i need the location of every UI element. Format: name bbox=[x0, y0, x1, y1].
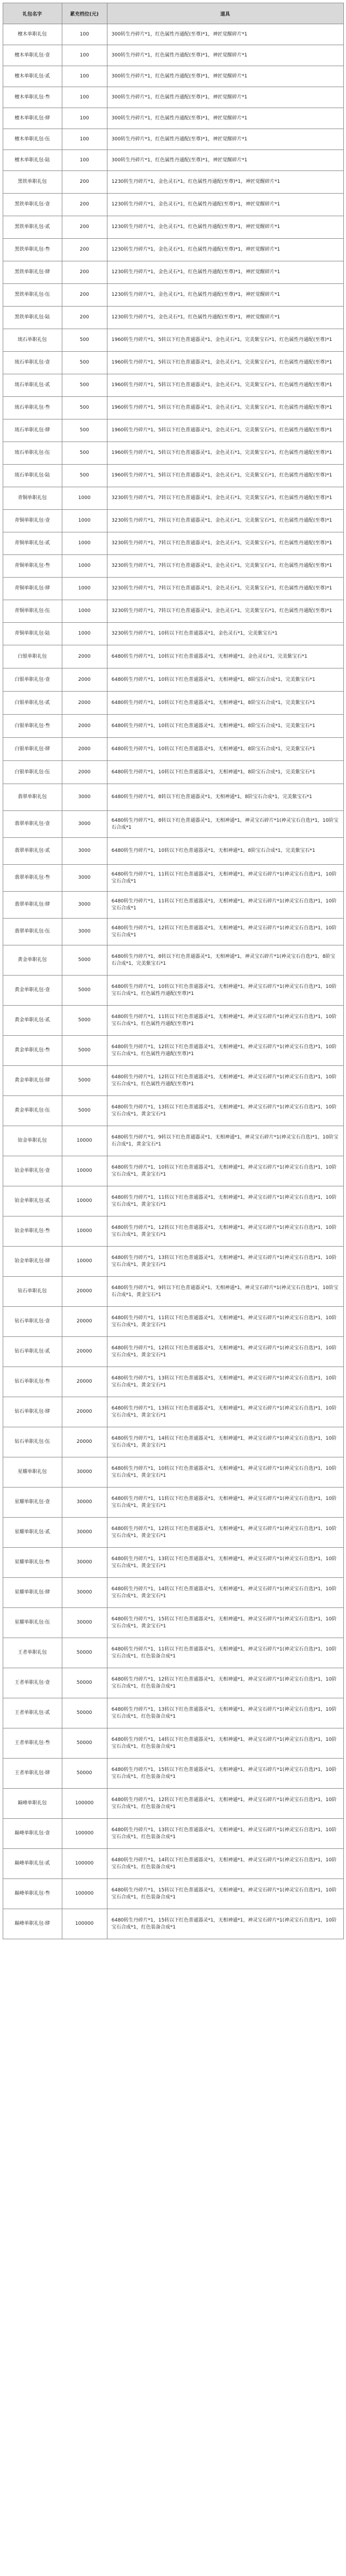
pack-name-cell: 王者单职礼包·贰 bbox=[3, 1698, 62, 1728]
items-cell: 1230转生丹碎片*1，金色灵石*1，红色属性丹通配(至尊)*1，神匠觉醒碎片*1 bbox=[107, 284, 343, 307]
recharge-amount-cell: 100 bbox=[62, 66, 107, 87]
pack-name-cell: 黑铁单职礼包·贰 bbox=[3, 216, 62, 239]
items-cell: 6480转生丹碎片*1，8转以下红色普通器灵*1，无相神通*1，神灵宝石碎片*1(神灵宝石自选)*1，8阶宝石合成*1，完美紫宝石*1 bbox=[107, 945, 343, 976]
items-cell: 6480转生丹碎片*1，13转以下红色普通器灵*1，无相神通*1，神灵宝石碎片*1(神灵宝石自选)*1，10阶宝石合成*1，黄金宝石*1 bbox=[107, 1397, 343, 1427]
table-row bbox=[3, 307, 343, 329]
items-cell: 6480转生丹碎片*1，13转以下红色普通器灵*1，无相神通*1，神灵宝石碎片*1(神灵宝石自选)*1，10阶宝石合成*1，黄金宝石*1 bbox=[107, 1096, 343, 1126]
items-cell: 300转生丹碎片*1，红色属性丹通配(至尊)*1，神匠觉醒碎片*1 bbox=[107, 66, 343, 87]
table-row bbox=[3, 1488, 343, 1518]
pack-name-cell: 铂金单职礼包·肆 bbox=[3, 1247, 62, 1277]
pack-name-cell: 巅峰单职礼包·叁 bbox=[3, 1879, 62, 1909]
table-row bbox=[3, 715, 343, 738]
items-cell: 6480转生丹碎片*1，10转以下红色普通器灵*1，无相神通*1，8阶宝石合成*1，完美紫宝石*1 bbox=[107, 838, 343, 865]
recharge-amount-cell: 500 bbox=[62, 374, 107, 397]
table-row bbox=[3, 261, 343, 284]
table-row bbox=[3, 510, 343, 532]
items-cell: 1960转生丹碎片*1，5转以下红色普通器灵*1，金色灵石*1，完美紫宝石*1，红色属性丹通配(至尊)*1 bbox=[107, 352, 343, 374]
recharge-amount-cell: 10000 bbox=[62, 1126, 107, 1156]
pack-name-cell: 檀木单职礼包 bbox=[3, 24, 62, 45]
recharge-amount-cell: 2000 bbox=[62, 692, 107, 715]
table-row bbox=[3, 129, 343, 150]
recharge-amount-cell: 2000 bbox=[62, 645, 107, 668]
pack-name-cell: 青铜单职礼包·壹 bbox=[3, 510, 62, 532]
recharge-amount-cell: 5000 bbox=[62, 1096, 107, 1126]
pack-name-cell: 青铜单职礼包·肆 bbox=[3, 578, 62, 600]
table-row bbox=[3, 645, 343, 668]
table-row bbox=[3, 1849, 343, 1879]
items-cell: 6480转生丹碎片*1，13转以下红色普通器灵*1，无相神通*1，神灵宝石碎片*1(神灵宝石自选)*1，10阶宝石合成*1，黄金宝石*1 bbox=[107, 1247, 343, 1277]
recharge-amount-cell: 30000 bbox=[62, 1457, 107, 1488]
pack-name-cell: 黑铁单职礼包·叁 bbox=[3, 239, 62, 261]
table-row bbox=[3, 1156, 343, 1186]
recharge-amount-cell: 2000 bbox=[62, 761, 107, 784]
pack-name-cell: 翡翠单职礼包·贰 bbox=[3, 838, 62, 865]
items-cell: 300转生丹碎片*1，红色属性丹通配(至尊)*1，神匠觉醒碎片*1 bbox=[107, 24, 343, 45]
items-cell: 6480转生丹碎片*1，11转以下红色普通器灵*1，无相神通*1，神灵宝石碎片*1(神灵宝石自选)*1，10阶宝石合成*1 bbox=[107, 892, 343, 919]
table-body bbox=[3, 24, 343, 1939]
header-pack-name: 礼包名字 bbox=[3, 3, 62, 24]
recharge-amount-cell: 3000 bbox=[62, 919, 107, 945]
recharge-amount-cell: 5000 bbox=[62, 1066, 107, 1096]
items-cell: 6480转生丹碎片*1，9转以下红色普通器灵*1，无相神通*1，神灵宝石碎片*1(神灵宝石自选)*1，10阶宝石合成*1，黄金宝石*1 bbox=[107, 1126, 343, 1156]
recharge-amount-cell: 5000 bbox=[62, 945, 107, 976]
pack-name-cell: 翡翠单职礼包·肆 bbox=[3, 892, 62, 919]
items-cell: 6480转生丹碎片*1，12转以下红色普通器灵*1，无相神通*1，神灵宝石碎片*1(神灵宝石自选)*1，10阶宝石合成*1，黄金宝石*1 bbox=[107, 1216, 343, 1247]
items-cell: 6480转生丹碎片*1，13转以下红色普通器灵*1，无相神通*1，神灵宝石碎片*1(神灵宝石自选)*1，10阶宝石合成*1，黄金宝石*1 bbox=[107, 1367, 343, 1397]
table-row bbox=[3, 1307, 343, 1337]
table-row bbox=[3, 623, 343, 645]
recharge-amount-cell: 200 bbox=[62, 261, 107, 284]
pack-name-cell: 白银单职礼包·壹 bbox=[3, 668, 62, 692]
recharge-amount-cell: 100 bbox=[62, 129, 107, 150]
table-row bbox=[3, 838, 343, 865]
pack-name-cell: 星耀单职礼包·壹 bbox=[3, 1488, 62, 1518]
items-cell: 6480转生丹碎片*1，10转以下红色普通器灵*1，无相神通*1，8阶宝石合成*1，完美紫宝石*1 bbox=[107, 738, 343, 761]
recharge-amount-cell: 500 bbox=[62, 397, 107, 419]
items-cell: 6480转生丹碎片*1，15转以下红色普通器灵*1，无相神通*1，神灵宝石碎片*1(神灵宝石自选)*1，10阶宝石合成*1，红色装备合成*1 bbox=[107, 1909, 343, 1939]
items-cell: 6480转生丹碎片*1，11转以下红色普通器灵*1，无相神通*1，神灵宝石碎片*1(神灵宝石自选)*1，10阶宝石合成*1，红色装备合成*1 bbox=[107, 1638, 343, 1668]
pack-name-cell: 王者单职礼包·肆 bbox=[3, 1759, 62, 1789]
recharge-amount-cell: 200 bbox=[62, 307, 107, 329]
table-row bbox=[3, 442, 343, 465]
table-row bbox=[3, 1548, 343, 1578]
items-cell: 6480转生丹碎片*1，11转以下红色普通器灵*1，无相神通*1，神灵宝石碎片*1(神灵宝石自选)*1，10阶宝石合成*1，红色属性丹通配(至尊)*1 bbox=[107, 1006, 343, 1036]
table-row bbox=[3, 1518, 343, 1548]
items-cell: 6480转生丹碎片*1，10转以下红色普通器灵*1，无相神通*1，8阶宝石合成*1，完美紫宝石*1 bbox=[107, 668, 343, 692]
recharge-amount-cell: 5000 bbox=[62, 1036, 107, 1066]
items-cell: 3230转生丹碎片*1，10转以下红色普通器灵*1，金色灵石*1，完美紫宝石*1 bbox=[107, 623, 343, 645]
items-cell: 1230转生丹碎片*1，金色灵石*1，红色属性丹通配(至尊)*1，神匠觉醒碎片*1 bbox=[107, 216, 343, 239]
pack-name-cell: 青铜单职礼包·伍 bbox=[3, 600, 62, 623]
items-cell: 6480转生丹碎片*1，15转以下红色普通器灵*1，无相神通*1，神灵宝石碎片*1(神灵宝石自选)*1，10阶宝石合成*1，红色装备合成*1 bbox=[107, 1879, 343, 1909]
table-row bbox=[3, 1879, 343, 1909]
items-cell: 6480转生丹碎片*1，14转以下红色普通器灵*1，无相神通*1，神灵宝石碎片*1(神灵宝石自选)*1，10阶宝石合成*1，红色装备合成*1 bbox=[107, 1728, 343, 1759]
items-cell: 6480转生丹碎片*1，9转以下红色普通器灵*1，无相神通*1，神灵宝石碎片*1(神灵宝石自选)*1，10阶宝石合成*1，黄金宝石*1 bbox=[107, 1277, 343, 1307]
items-cell: 6480转生丹碎片*1，15转以下红色普通器灵*1，无相神通*1，神灵宝石碎片*1(神灵宝石自选)*1，10阶宝石合成*1，黄金宝石*1 bbox=[107, 1608, 343, 1638]
recharge-amount-cell: 200 bbox=[62, 194, 107, 216]
table-row bbox=[3, 1728, 343, 1759]
pack-name-cell: 青铜单职礼包 bbox=[3, 487, 62, 510]
table-row bbox=[3, 397, 343, 419]
recharge-amount-cell: 100 bbox=[62, 150, 107, 171]
table-row bbox=[3, 1066, 343, 1096]
recharge-amount-cell: 2000 bbox=[62, 738, 107, 761]
pack-name-cell: 黑铁单职礼包·壹 bbox=[3, 194, 62, 216]
table-row bbox=[3, 1819, 343, 1849]
pack-name-cell: 檀木单职礼包·陆 bbox=[3, 150, 62, 171]
recharge-amount-cell: 5000 bbox=[62, 1006, 107, 1036]
pack-name-cell: 巅峰单职礼包·壹 bbox=[3, 1819, 62, 1849]
recharge-amount-cell: 500 bbox=[62, 465, 107, 487]
items-cell: 6480转生丹碎片*1，12转以下红色普通器灵*1，无相神通*1，神灵宝石碎片*1(神灵宝石自选)*1，10阶宝石合成*1 bbox=[107, 919, 343, 945]
recharge-amount-cell: 20000 bbox=[62, 1277, 107, 1307]
pack-name-cell: 白银单职礼包·贰 bbox=[3, 692, 62, 715]
recharge-amount-cell: 1000 bbox=[62, 578, 107, 600]
recharge-amount-cell: 1000 bbox=[62, 487, 107, 510]
table-row bbox=[3, 1247, 343, 1277]
recharge-amount-cell: 500 bbox=[62, 352, 107, 374]
recharge-amount-cell: 1000 bbox=[62, 623, 107, 645]
recharge-amount-cell: 100 bbox=[62, 45, 107, 66]
pack-name-cell: 铂金单职礼包·叁 bbox=[3, 1216, 62, 1247]
recharge-amount-cell: 200 bbox=[62, 284, 107, 307]
table-row bbox=[3, 945, 343, 976]
pack-name-cell: 琉石单职礼包·肆 bbox=[3, 419, 62, 442]
recharge-amount-cell: 50000 bbox=[62, 1638, 107, 1668]
pack-name-cell: 翡翠单职礼包·叁 bbox=[3, 865, 62, 892]
recharge-amount-cell: 20000 bbox=[62, 1397, 107, 1427]
items-cell: 1230转生丹碎片*1，金色灵石*1，红色属性丹通配(至尊)*1，神匠觉醒碎片*1 bbox=[107, 239, 343, 261]
table-row bbox=[3, 532, 343, 555]
table-row bbox=[3, 1789, 343, 1819]
pack-name-cell: 檀木单职礼包·贰 bbox=[3, 66, 62, 87]
items-cell: 6480转生丹碎片*1，11转以下红色普通器灵*1，无相神通*1，神灵宝石碎片*1(神灵宝石自选)*1，10阶宝石合成*1 bbox=[107, 865, 343, 892]
pack-name-cell: 钻石单职礼包·伍 bbox=[3, 1427, 62, 1457]
recharge-amount-cell: 1000 bbox=[62, 532, 107, 555]
table-row bbox=[3, 1126, 343, 1156]
table-row bbox=[3, 150, 343, 171]
table-row bbox=[3, 1578, 343, 1608]
recharge-amount-cell: 50000 bbox=[62, 1759, 107, 1789]
items-cell: 1960转生丹碎片*1，5转以下红色普通器灵*1，金色灵石*1，完美紫宝石*1，红色属性丹通配(至尊)*1 bbox=[107, 442, 343, 465]
items-cell: 6480转生丹碎片*1，11转以下红色普通器灵*1，无相神通*1，神灵宝石碎片*1(神灵宝石自选)*1，10阶宝石合成*1，黄金宝石*1 bbox=[107, 1307, 343, 1337]
recharge-amount-cell: 1000 bbox=[62, 555, 107, 578]
table-row bbox=[3, 1096, 343, 1126]
recharge-amount-cell: 200 bbox=[62, 216, 107, 239]
pack-name-cell: 巅峰单职礼包·贰 bbox=[3, 1849, 62, 1879]
pack-name-cell: 黄金单职礼包·肆 bbox=[3, 1066, 62, 1096]
recharge-amount-cell: 10000 bbox=[62, 1186, 107, 1216]
pack-name-cell: 星耀单职礼包·肆 bbox=[3, 1578, 62, 1608]
recharge-amount-cell: 30000 bbox=[62, 1608, 107, 1638]
recharge-amount-cell: 50000 bbox=[62, 1668, 107, 1698]
pack-name-cell: 星耀单职礼包·伍 bbox=[3, 1608, 62, 1638]
pack-name-cell: 王者单职礼包·叁 bbox=[3, 1728, 62, 1759]
items-cell: 3230转生丹碎片*1，7转以下红色普通器灵*1，金色灵石*1，完美紫宝石*1，红色属性丹通配(至尊)*1 bbox=[107, 578, 343, 600]
recharge-amount-cell: 100000 bbox=[62, 1789, 107, 1819]
items-cell: 1230转生丹碎片*1，金色灵石*1，红色属性丹通配(至尊)*1，神匠觉醒碎片*1 bbox=[107, 194, 343, 216]
gift-pack-table bbox=[3, 3, 344, 1939]
recharge-amount-cell: 10000 bbox=[62, 1247, 107, 1277]
recharge-amount-cell: 20000 bbox=[62, 1337, 107, 1367]
pack-name-cell: 白银单职礼包·伍 bbox=[3, 761, 62, 784]
items-cell: 6480转生丹碎片*1，10转以下红色普通器灵*1，无相神通*1，金色灵石*1，完美紫宝石*1 bbox=[107, 645, 343, 668]
pack-name-cell: 青铜单职礼包·叁 bbox=[3, 555, 62, 578]
recharge-amount-cell: 30000 bbox=[62, 1518, 107, 1548]
pack-name-cell: 琉石单职礼包·叁 bbox=[3, 397, 62, 419]
items-cell: 6480转生丹碎片*1，13转以下红色普通器灵*1，无相神通*1，神灵宝石碎片*1(神灵宝石自选)*1，10阶宝石合成*1，黄金宝石*1 bbox=[107, 1548, 343, 1578]
table-row bbox=[3, 87, 343, 108]
pack-name-cell: 铂金单职礼包·贰 bbox=[3, 1186, 62, 1216]
pack-name-cell: 王者单职礼包·壹 bbox=[3, 1668, 62, 1698]
table-row bbox=[3, 194, 343, 216]
pack-name-cell: 檀木单职礼包·叁 bbox=[3, 87, 62, 108]
table-row bbox=[3, 45, 343, 66]
pack-name-cell: 钻石单职礼包·贰 bbox=[3, 1337, 62, 1367]
recharge-amount-cell: 3000 bbox=[62, 784, 107, 811]
pack-name-cell: 琉石单职礼包 bbox=[3, 329, 62, 352]
recharge-amount-cell: 500 bbox=[62, 329, 107, 352]
pack-name-cell: 黄金单职礼包·贰 bbox=[3, 1006, 62, 1036]
table-row bbox=[3, 692, 343, 715]
pack-name-cell: 白银单职礼包·肆 bbox=[3, 738, 62, 761]
recharge-amount-cell: 100000 bbox=[62, 1819, 107, 1849]
table-row bbox=[3, 976, 343, 1006]
recharge-amount-cell: 50000 bbox=[62, 1698, 107, 1728]
recharge-amount-cell: 3000 bbox=[62, 811, 107, 838]
pack-name-cell: 青铜单职礼包·陆 bbox=[3, 623, 62, 645]
table-row bbox=[3, 919, 343, 945]
items-cell: 1960转生丹碎片*1，5转以下红色普通器灵*1，金色灵石*1，完美紫宝石*1，红色属性丹通配(至尊)*1 bbox=[107, 374, 343, 397]
items-cell: 6480转生丹碎片*1，10转以下红色普通器灵*1，无相神通*1，8阶宝石合成*1，完美紫宝石*1 bbox=[107, 692, 343, 715]
table-row bbox=[3, 239, 343, 261]
pack-name-cell: 钻石单职礼包·肆 bbox=[3, 1397, 62, 1427]
pack-name-cell: 巅峰单职礼包·肆 bbox=[3, 1909, 62, 1939]
items-cell: 6480转生丹碎片*1，10转以下红色普通器灵*1，无相神通*1，8阶宝石合成*1，完美紫宝石*1 bbox=[107, 715, 343, 738]
items-cell: 6480转生丹碎片*1，10转以下红色普通器灵*1，无相神通*1，神灵宝石碎片*1(神灵宝石自选)*1，10阶宝石合成*1，黄金宝石*1 bbox=[107, 1156, 343, 1186]
pack-name-cell: 巅峰单职礼包 bbox=[3, 1789, 62, 1819]
items-cell: 1960转生丹碎片*1，5转以下红色普通器灵*1，金色灵石*1，完美紫宝石*1，红色属性丹通配(至尊)*1 bbox=[107, 465, 343, 487]
recharge-amount-cell: 20000 bbox=[62, 1307, 107, 1337]
items-cell: 6480转生丹碎片*1，14转以下红色普通器灵*1，无相神通*1，神灵宝石碎片*1(神灵宝石自选)*1，10阶宝石合成*1，黄金宝石*1 bbox=[107, 1578, 343, 1608]
pack-name-cell: 檀木单职礼包·壹 bbox=[3, 45, 62, 66]
items-cell: 6480转生丹碎片*1，12转以下红色普通器灵*1，无相神通*1，神灵宝石碎片*1(神灵宝石自选)*1，10阶宝石合成*1，黄金宝石*1 bbox=[107, 1337, 343, 1367]
items-cell: 300转生丹碎片*1，红色属性丹通配(至尊)*1，神匠觉醒碎片*1 bbox=[107, 108, 343, 129]
pack-name-cell: 黄金单职礼包·伍 bbox=[3, 1096, 62, 1126]
items-cell: 1230转生丹碎片*1，金色灵石*1，红色属性丹通配(至尊)*1，神匠觉醒碎片*1 bbox=[107, 307, 343, 329]
recharge-amount-cell: 10000 bbox=[62, 1216, 107, 1247]
table-row bbox=[3, 66, 343, 87]
items-cell: 3230转生丹碎片*1，7转以下红色普通器灵*1，金色灵石*1，完美紫宝石*1，红色属性丹通配(至尊)*1 bbox=[107, 532, 343, 555]
table-row bbox=[3, 865, 343, 892]
table-row bbox=[3, 811, 343, 838]
pack-name-cell: 白银单职礼包 bbox=[3, 645, 62, 668]
table-row bbox=[3, 419, 343, 442]
items-cell: 3230转生丹碎片*1，7转以下红色普通器灵*1，金色灵石*1，完美紫宝石*1，红色属性丹通配(至尊)*1 bbox=[107, 600, 343, 623]
pack-name-cell: 翡翠单职礼包·伍 bbox=[3, 919, 62, 945]
recharge-amount-cell: 3000 bbox=[62, 892, 107, 919]
recharge-amount-cell: 2000 bbox=[62, 668, 107, 692]
items-cell: 6480转生丹碎片*1，13转以下红色普通器灵*1，无相神通*1，神灵宝石碎片*1(神灵宝石自选)*1，10阶宝石合成*1，红色装备合成*1 bbox=[107, 1819, 343, 1849]
recharge-amount-cell: 100 bbox=[62, 24, 107, 45]
table-row bbox=[3, 578, 343, 600]
items-cell: 6480转生丹碎片*1，14转以下红色普通器灵*1，无相神通*1，神灵宝石碎片*1(神灵宝石自选)*1，10阶宝石合成*1，红色装备合成*1 bbox=[107, 1849, 343, 1879]
items-cell: 6480转生丹碎片*1，11转以下红色普通器灵*1，无相神通*1，神灵宝石碎片*1(神灵宝石自选)*1，10阶宝石合成*1，黄金宝石*1 bbox=[107, 1488, 343, 1518]
recharge-amount-cell: 3000 bbox=[62, 838, 107, 865]
table-row bbox=[3, 668, 343, 692]
table-row bbox=[3, 216, 343, 239]
table-row bbox=[3, 24, 343, 45]
recharge-amount-cell: 500 bbox=[62, 419, 107, 442]
recharge-amount-cell: 100 bbox=[62, 87, 107, 108]
recharge-amount-cell: 10000 bbox=[62, 1156, 107, 1186]
pack-name-cell: 翡翠单职礼包 bbox=[3, 784, 62, 811]
recharge-amount-cell: 20000 bbox=[62, 1367, 107, 1397]
recharge-amount-cell: 1000 bbox=[62, 510, 107, 532]
items-cell: 3230转生丹碎片*1，7转以下红色普通器灵*1，金色灵石*1，完美紫宝石*1，红色属性丹通配(至尊)*1 bbox=[107, 487, 343, 510]
pack-name-cell: 钻石单职礼包 bbox=[3, 1277, 62, 1307]
items-cell: 300转生丹碎片*1，红色属性丹通配(至尊)*1，神匠觉醒碎片*1 bbox=[107, 129, 343, 150]
pack-name-cell: 黑铁单职礼包·陆 bbox=[3, 307, 62, 329]
table-row bbox=[3, 555, 343, 578]
pack-name-cell: 檀木单职礼包·伍 bbox=[3, 129, 62, 150]
items-cell: 1230转生丹碎片*1，金色灵石*1，红色属性丹通配(至尊)*1，神匠觉醒碎片*1 bbox=[107, 261, 343, 284]
items-cell: 6480转生丹碎片*1，11转以下红色普通器灵*1，无相神通*1，神灵宝石碎片*1(神灵宝石自选)*1，10阶宝石合成*1，黄金宝石*1 bbox=[107, 1186, 343, 1216]
table-row bbox=[3, 1909, 343, 1939]
pack-name-cell: 钻石单职礼包·叁 bbox=[3, 1367, 62, 1397]
pack-name-cell: 黑铁单职礼包 bbox=[3, 171, 62, 194]
table-row bbox=[3, 465, 343, 487]
table-row bbox=[3, 487, 343, 510]
pack-name-cell: 琉石单职礼包·贰 bbox=[3, 374, 62, 397]
recharge-amount-cell: 200 bbox=[62, 171, 107, 194]
recharge-amount-cell: 500 bbox=[62, 442, 107, 465]
table-row bbox=[3, 1397, 343, 1427]
items-cell: 6480转生丹碎片*1，10转以下红色普通器灵*1，无相神通*1，神灵宝石碎片*1(神灵宝石自选)*1，10阶宝石合成*1，红色属性丹通配(至尊)*1 bbox=[107, 976, 343, 1006]
table-row bbox=[3, 284, 343, 307]
items-cell: 1960转生丹碎片*1，5转以下红色普通器灵*1，金色灵石*1，完美紫宝石*1，红色属性丹通配(至尊)*1 bbox=[107, 397, 343, 419]
table-row bbox=[3, 1427, 343, 1457]
pack-name-cell: 铂金单职礼包 bbox=[3, 1126, 62, 1156]
items-cell: 1960转生丹碎片*1，5转以下红色普通器灵*1，金色灵石*1，完美紫宝石*1，红色属性丹通配(至尊)*1 bbox=[107, 419, 343, 442]
pack-name-cell: 檀木单职礼包·肆 bbox=[3, 108, 62, 129]
items-cell: 6480转生丹碎片*1，12转以下红色普通器灵*1，无相神通*1，神灵宝石碎片*1(神灵宝石自选)*1，10阶宝石合成*1，红色装备合成*1 bbox=[107, 1668, 343, 1698]
recharge-amount-cell: 50000 bbox=[62, 1728, 107, 1759]
items-cell: 300转生丹碎片*1，红色属性丹通配(至尊)*1，神匠觉醒碎片*1 bbox=[107, 150, 343, 171]
pack-name-cell: 黑铁单职礼包·伍 bbox=[3, 284, 62, 307]
recharge-amount-cell: 100000 bbox=[62, 1849, 107, 1879]
pack-name-cell: 黄金单职礼包·壹 bbox=[3, 976, 62, 1006]
recharge-amount-cell: 100000 bbox=[62, 1879, 107, 1909]
items-cell: 6480转生丹碎片*1，12转以下红色普通器灵*1，无相神通*1，神灵宝石碎片*1(神灵宝石自选)*1，10阶宝石合成*1，黄金宝石*1 bbox=[107, 1518, 343, 1548]
items-cell: 6480转生丹碎片*1，8转以下红色普通器灵*1，无相神通*1，8阶宝石合成*1，完美紫宝石*1 bbox=[107, 784, 343, 811]
pack-name-cell: 王者单职礼包 bbox=[3, 1638, 62, 1668]
items-cell: 1230转生丹碎片*1，金色灵石*1，红色属性丹通配(至尊)*1，神匠觉醒碎片*1 bbox=[107, 171, 343, 194]
pack-name-cell: 星耀单职礼包 bbox=[3, 1457, 62, 1488]
table-row bbox=[3, 1216, 343, 1247]
items-cell: 6480转生丹碎片*1，12转以下红色普通器灵*1，无相神通*1，神灵宝石碎片*1(神灵宝石自选)*1，10阶宝石合成*1，红色属性丹通配(至尊)*1 bbox=[107, 1036, 343, 1066]
header-recharge-tier: 累充档位(元) bbox=[62, 3, 107, 24]
items-cell: 6480转生丹碎片*1，15转以下红色普通器灵*1，无相神通*1，神灵宝石碎片*1(神灵宝石自选)*1，10阶宝石合成*1，红色装备合成*1 bbox=[107, 1759, 343, 1789]
pack-name-cell: 琉石单职礼包·壹 bbox=[3, 352, 62, 374]
table-row bbox=[3, 1186, 343, 1216]
pack-name-cell: 黄金单职礼包 bbox=[3, 945, 62, 976]
recharge-amount-cell: 30000 bbox=[62, 1488, 107, 1518]
pack-name-cell: 星耀单职礼包·贰 bbox=[3, 1518, 62, 1548]
table-row bbox=[3, 329, 343, 352]
table-row bbox=[3, 1367, 343, 1397]
table-row bbox=[3, 171, 343, 194]
recharge-amount-cell: 3000 bbox=[62, 865, 107, 892]
recharge-amount-cell: 2000 bbox=[62, 715, 107, 738]
pack-name-cell: 翡翠单职礼包·壹 bbox=[3, 811, 62, 838]
pack-name-cell: 钻石单职礼包·壹 bbox=[3, 1307, 62, 1337]
table-row bbox=[3, 738, 343, 761]
pack-name-cell: 铂金单职礼包·壹 bbox=[3, 1156, 62, 1186]
items-cell: 6480转生丹碎片*1，12转以下红色普通器灵*1，无相神通*1，神灵宝石碎片*1(神灵宝石自选)*1，10阶宝石合成*1，红色属性丹通配(至尊)*1 bbox=[107, 1066, 343, 1096]
items-cell: 300转生丹碎片*1，红色属性丹通配(至尊)*1，神匠觉醒碎片*1 bbox=[107, 45, 343, 66]
recharge-amount-cell: 20000 bbox=[62, 1427, 107, 1457]
recharge-amount-cell: 5000 bbox=[62, 976, 107, 1006]
items-cell: 6480转生丹碎片*1，14转以下红色普通器灵*1，无相神通*1，神灵宝石碎片*1(神灵宝石自选)*1，10阶宝石合成*1，黄金宝石*1 bbox=[107, 1427, 343, 1457]
table-row bbox=[3, 1337, 343, 1367]
table-row bbox=[3, 1759, 343, 1789]
table-row bbox=[3, 1006, 343, 1036]
items-cell: 6480转生丹碎片*1，13转以下红色普通器灵*1，无相神通*1，神灵宝石碎片*1(神灵宝石自选)*1，10阶宝石合成*1，红色装备合成*1 bbox=[107, 1698, 343, 1728]
pack-name-cell: 青铜单职礼包·贰 bbox=[3, 532, 62, 555]
table-row bbox=[3, 761, 343, 784]
table-row bbox=[3, 352, 343, 374]
pack-name-cell: 星耀单职礼包·叁 bbox=[3, 1548, 62, 1578]
table-row bbox=[3, 1457, 343, 1488]
items-cell: 1960转生丹碎片*1，5转以下红色普通器灵*1，金色灵石*1，完美紫宝石*1，红色属性丹通配(至尊)*1 bbox=[107, 329, 343, 352]
table-row bbox=[3, 108, 343, 129]
recharge-amount-cell: 200 bbox=[62, 239, 107, 261]
pack-name-cell: 黄金单职礼包·叁 bbox=[3, 1036, 62, 1066]
recharge-amount-cell: 100000 bbox=[62, 1909, 107, 1939]
pack-name-cell: 黑铁单职礼包·肆 bbox=[3, 261, 62, 284]
items-cell: 3230转生丹碎片*1，7转以下红色普通器灵*1，金色灵石*1，完美紫宝石*1，红色属性丹通配(至尊)*1 bbox=[107, 510, 343, 532]
table-row bbox=[3, 892, 343, 919]
items-cell: 6480转生丹碎片*1，8转以下红色普通器灵*1，无相神通*1，神灵宝石碎片*1(神灵宝石自选)*1，10阶宝石合成*1 bbox=[107, 811, 343, 838]
recharge-amount-cell: 30000 bbox=[62, 1548, 107, 1578]
header-items: 道具 bbox=[107, 3, 343, 24]
table-row bbox=[3, 374, 343, 397]
items-cell: 3230转生丹碎片*1，7转以下红色普通器灵*1，金色灵石*1，完美紫宝石*1，红色属性丹通配(至尊)*1 bbox=[107, 555, 343, 578]
table-row bbox=[3, 600, 343, 623]
items-cell: 6480转生丹碎片*1，10转以下红色普通器灵*1，无相神通*1，神灵宝石碎片*1(神灵宝石自选)*1，10阶宝石合成*1，黄金宝石*1 bbox=[107, 1457, 343, 1488]
items-cell: 6480转生丹碎片*1，10转以下红色普通器灵*1，无相神通*1，8阶宝石合成*1，完美紫宝石*1 bbox=[107, 761, 343, 784]
recharge-amount-cell: 1000 bbox=[62, 600, 107, 623]
pack-name-cell: 琉石单职礼包·伍 bbox=[3, 442, 62, 465]
pack-name-cell: 白银单职礼包·叁 bbox=[3, 715, 62, 738]
table-row bbox=[3, 1608, 343, 1638]
table-row bbox=[3, 1698, 343, 1728]
recharge-amount-cell: 100 bbox=[62, 108, 107, 129]
table-header-row bbox=[3, 3, 343, 24]
table-row bbox=[3, 1668, 343, 1698]
items-cell: 6480转生丹碎片*1，12转以下红色普通器灵*1，无相神通*1，神灵宝石碎片*1(神灵宝石自选)*1，10阶宝石合成*1，红色装备合成*1 bbox=[107, 1789, 343, 1819]
items-cell: 300转生丹碎片*1，红色属性丹通配(至尊)*1，神匠觉醒碎片*1 bbox=[107, 87, 343, 108]
table-row bbox=[3, 1277, 343, 1307]
pack-name-cell: 琉石单职礼包·陆 bbox=[3, 465, 62, 487]
table-row bbox=[3, 784, 343, 811]
table-row bbox=[3, 1036, 343, 1066]
table-row bbox=[3, 1638, 343, 1668]
recharge-amount-cell: 30000 bbox=[62, 1578, 107, 1608]
